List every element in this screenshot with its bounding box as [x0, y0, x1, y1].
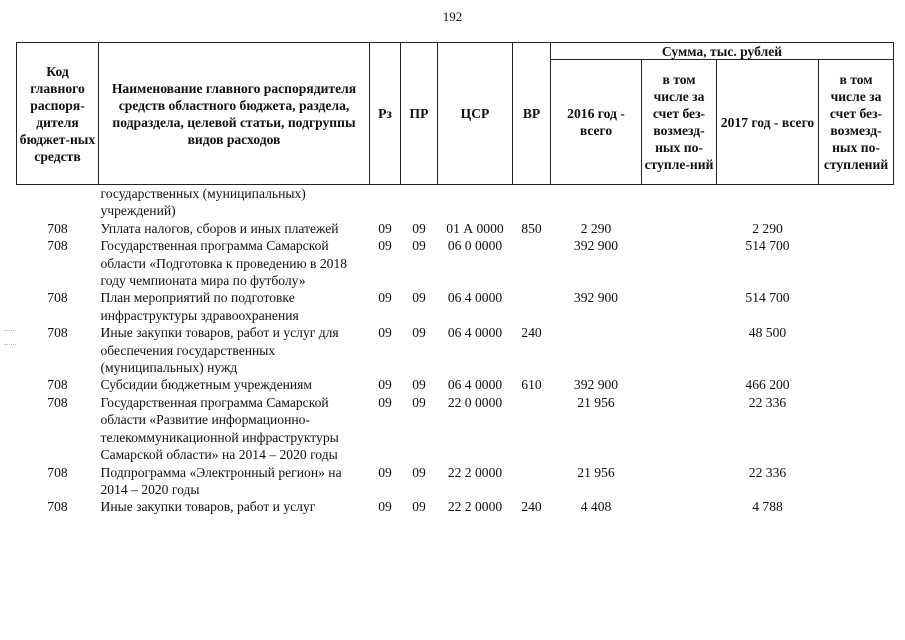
target-article-cell: 01 А 0000	[446, 220, 504, 236]
table-row	[17, 237, 894, 289]
sum-2016-cell: 21 956	[577, 464, 615, 480]
header-2016-total: 2016 год - всего	[551, 60, 642, 185]
header-2017-total: 2017 год - всего	[717, 60, 819, 185]
subsection-cell: 09	[412, 220, 426, 236]
budget-code-cell: 708	[47, 325, 68, 341]
free-2016-cell	[642, 237, 717, 289]
section-cell	[370, 185, 401, 220]
budget-code-cell: 708	[47, 220, 68, 236]
subsection-cell: 09	[412, 290, 426, 306]
section-cell: 09	[378, 394, 392, 410]
section-cell: 09	[378, 499, 392, 515]
header-pr: ПР	[401, 43, 438, 185]
sum-2017-cell: 514 700	[745, 238, 790, 254]
free-2016-cell	[642, 498, 717, 515]
header-rz: Рз	[370, 43, 401, 185]
item-name-cell: Подпрограмма «Электронный регион» на 2014 – 2020 годы	[100, 464, 342, 497]
expense-type-cell	[513, 237, 551, 289]
free-2017-cell	[819, 237, 894, 289]
section-cell: 09	[378, 377, 392, 393]
free-2016-cell	[642, 220, 717, 237]
table-row	[17, 394, 894, 464]
header-name: Наименование главного распорядителя средств областного бюджета, раздела, подраздела, целевой статьи, подгруппы видов расходов	[99, 43, 370, 185]
free-2017-cell	[819, 376, 894, 393]
item-name-cell: Иные закупки товаров, работ и услуг	[100, 499, 316, 515]
budget-code-cell: 708	[47, 464, 68, 480]
item-name-cell: Государственная программа Самарской области «Подготовка к проведению в 2018 году чемпионата мира по футболу»	[100, 238, 348, 289]
table-row	[17, 220, 894, 237]
expense-type-cell	[513, 464, 551, 499]
subsection-cell	[401, 185, 438, 220]
table-body	[17, 185, 894, 516]
expense-type-cell	[513, 185, 551, 220]
target-article-cell: 22 2 0000	[447, 499, 503, 515]
section-cell: 09	[378, 464, 392, 480]
subsection-cell: 09	[412, 499, 426, 515]
expense-type-cell: 240	[521, 499, 542, 515]
sum-2016-cell: 4 408	[580, 499, 612, 515]
expense-type-cell	[513, 394, 551, 464]
item-name-cell: Государственная программа Самарской области «Развитие информационно-телекоммуникационной инфраструктуры Самарской области» на 2014 – 2020 годы	[100, 394, 339, 463]
sum-2017-cell: 22 336	[748, 464, 787, 480]
table-row	[17, 498, 894, 515]
sum-2017-cell: 2 290	[752, 220, 783, 236]
section-cell: 09	[378, 290, 392, 306]
budget-code-cell	[17, 185, 99, 220]
item-name-cell: План мероприятий по подготовке инфраструктуры здравоохранения	[100, 290, 299, 323]
sum-2016-cell: 392 900	[573, 290, 619, 306]
target-article-cell: 06 4 0000	[447, 377, 503, 393]
target-article-cell: 22 2 0000	[447, 464, 503, 480]
subsection-cell: 09	[412, 464, 426, 480]
header-sum-group: Сумма, тыс. рублей	[551, 43, 894, 60]
section-cell: 09	[378, 238, 392, 254]
expense-type-cell: 850	[521, 220, 542, 236]
scan-artifact	[4, 344, 16, 346]
item-name-cell: Уплата налогов, сборов и иных платежей	[100, 220, 339, 236]
budget-table	[16, 42, 894, 516]
sum-2016-cell	[551, 324, 642, 376]
subsection-cell: 09	[412, 394, 426, 410]
free-2016-cell	[642, 289, 717, 324]
budget-code-cell: 708	[47, 290, 68, 306]
table-row	[17, 376, 894, 393]
subsection-cell: 09	[412, 325, 426, 341]
expense-type-cell: 240	[521, 325, 542, 341]
table-row	[17, 324, 894, 376]
sum-2016-cell: 392 900	[573, 238, 619, 254]
free-2017-cell	[819, 394, 894, 464]
sum-2017-cell	[717, 185, 819, 220]
table-row	[17, 289, 894, 324]
sum-2016-cell: 392 900	[573, 377, 619, 393]
table-header	[17, 43, 894, 185]
sum-2016-cell: 2 290	[580, 220, 612, 236]
free-2016-cell	[642, 185, 717, 220]
free-2017-cell	[819, 498, 894, 515]
free-2016-cell	[642, 376, 717, 393]
free-2017-cell	[819, 185, 894, 220]
sum-2016-cell	[551, 185, 642, 220]
sum-2017-cell: 514 700	[745, 290, 790, 306]
scan-artifact	[4, 330, 16, 332]
free-2016-cell	[642, 394, 717, 464]
target-article-cell	[438, 185, 513, 220]
subsection-cell: 09	[412, 377, 426, 393]
target-article-cell: 06 0 0000	[447, 238, 503, 254]
header-2017-free: в том числе за счет без-возмезд-ных по-ступлений	[819, 60, 894, 185]
budget-code-cell: 708	[47, 499, 68, 515]
budget-code-cell: 708	[47, 238, 68, 254]
budget-code-cell: 708	[47, 377, 68, 393]
page-number: 192	[442, 9, 463, 24]
item-name-cell: Иные закупки товаров, работ и услуг для обеспечения государственных (муниципальных) нужд	[100, 325, 339, 376]
free-2017-cell	[819, 220, 894, 237]
subsection-cell: 09	[412, 238, 426, 254]
expense-type-cell: 610	[521, 377, 542, 393]
target-article-cell: 22 0 0000	[447, 394, 503, 410]
header-code: Код главного распоря-дителя бюджет-ных средств	[17, 43, 99, 185]
sum-2017-cell: 4 788	[752, 499, 783, 515]
header-vr: ВР	[513, 43, 551, 185]
item-name-cell: государственных (муниципальных) учреждений)	[100, 186, 306, 219]
free-2017-cell	[819, 464, 894, 499]
item-name-cell: Субсидии бюджетным учреждениям	[100, 377, 313, 393]
header-2016-free: в том числе за счет без-возмезд-ных по-ступле-ний	[642, 60, 717, 185]
table-row	[17, 185, 894, 220]
target-article-cell: 06 4 0000	[447, 290, 503, 306]
target-article-cell: 06 4 0000	[447, 325, 503, 341]
expense-type-cell	[513, 289, 551, 324]
header-csr: ЦСР	[438, 43, 513, 185]
sum-2017-cell: 466 200	[745, 377, 790, 393]
table-row	[17, 464, 894, 499]
section-cell: 09	[378, 220, 392, 236]
free-2016-cell	[642, 464, 717, 499]
section-cell: 09	[378, 325, 392, 341]
sum-2017-cell: 22 336	[748, 394, 787, 410]
free-2017-cell	[819, 289, 894, 324]
sum-2016-cell: 21 956	[577, 394, 615, 410]
free-2016-cell	[642, 324, 717, 376]
free-2017-cell	[819, 324, 894, 376]
sum-2017-cell: 48 500	[748, 325, 787, 341]
budget-code-cell: 708	[47, 394, 68, 410]
